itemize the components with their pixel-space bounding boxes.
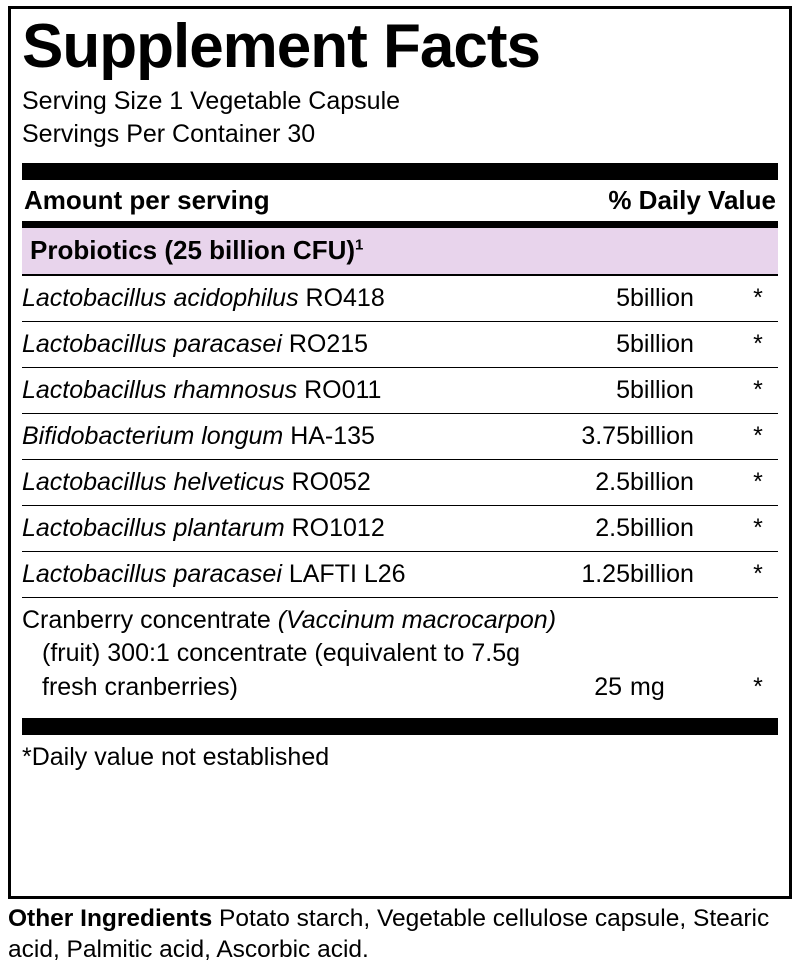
nutrient-amount: 3.75 [538, 414, 630, 460]
nutrient-name-cell [22, 322, 538, 368]
nutrient-unit: billion [630, 460, 738, 506]
nutrient-amount: 5 [538, 368, 630, 414]
probiotics-group-label: Probiotics (25 billion CFU) [30, 235, 356, 266]
nutrient-name-cell [22, 460, 538, 506]
nutrient-daily-value: * [738, 552, 778, 598]
table-row [22, 552, 778, 598]
cranberry-line-3 [22, 671, 778, 704]
nutrient-name-cell [22, 552, 538, 598]
table-row [22, 322, 778, 368]
divider-medium [22, 221, 778, 228]
other-ingredients-label: Other Ingredients [8, 905, 213, 932]
nutrient-name-strain: RO011 [297, 376, 382, 405]
cranberry-unit: mg [630, 672, 665, 701]
nutrient-name-italic: Lactobacillus rhamnosus [22, 376, 298, 405]
divider-thick-bottom [22, 718, 778, 735]
cranberry-line-1 [22, 604, 778, 637]
cranberry-name: Cranberry concentrate [22, 606, 278, 635]
nutrient-unit: billion [630, 506, 738, 552]
panel-content [22, 14, 778, 772]
nutrient-name-strain: LAFTI L26 [281, 560, 406, 589]
nutrient-daily-value: * [738, 414, 778, 460]
nutrient-table-body [22, 276, 778, 598]
nutrient-amount: 2.5 [538, 506, 630, 552]
nutrient-daily-value: * [738, 460, 778, 506]
nutrient-daily-value: * [738, 276, 778, 322]
cranberry-latin-name: (Vaccinum macrocarpon) [277, 606, 557, 635]
nutrient-unit: billion [630, 552, 738, 598]
nutrient-unit: billion [630, 322, 738, 368]
nutrient-name-strain: HA-135 [283, 422, 375, 451]
nutrient-daily-value: * [738, 368, 778, 414]
divider-thick-top [22, 163, 778, 180]
nutrient-unit: billion [630, 368, 738, 414]
nutrient-amount: 1.25 [538, 552, 630, 598]
cranberry-line-1-text [22, 604, 778, 637]
nutrient-unit: billion [630, 414, 738, 460]
nutrient-name-italic: Lactobacillus helveticus [22, 468, 285, 497]
daily-value-header: % Daily Value [608, 185, 776, 216]
nutrient-name-strain: RO215 [281, 330, 369, 359]
other-ingredients-text: Potato starch, Vegetable cellulose capsule, Stearic acid, Palmitic acid, Ascorbic acid. [8, 905, 770, 964]
nutrient-name-cell [22, 414, 538, 460]
nutrient-amount: 2.5 [538, 460, 630, 506]
nutrient-name-italic: Lactobacillus plantarum [22, 514, 285, 543]
cranberry-line-3-text: fresh cranberries) [42, 672, 238, 701]
page-title: Supplement Facts [22, 12, 540, 81]
servings-per-container-line: Servings Per Container 30 [22, 120, 316, 149]
serving-size-line: Serving Size 1 Vegetable Capsule [22, 87, 401, 116]
nutrient-name-strain: RO418 [298, 284, 385, 313]
nutrient-name-cell [22, 506, 538, 552]
table-row [22, 368, 778, 414]
table-row [22, 414, 778, 460]
cranberry-line-2-text: (fruit) 300:1 concentrate (equivalent to 7.5g [42, 639, 521, 668]
nutrient-name-strain: RO052 [284, 468, 371, 497]
daily-value-footnote: *Daily value not established [22, 742, 330, 771]
nutrient-daily-value: * [738, 506, 778, 552]
nutrient-name-cell [22, 368, 538, 414]
amount-per-serving-header: Amount per serving [24, 185, 270, 216]
cranberry-entry [22, 598, 778, 706]
nutrient-amount: 5 [538, 276, 630, 322]
table-row [22, 460, 778, 506]
nutrient-daily-value: * [738, 322, 778, 368]
column-headers [22, 180, 778, 221]
nutrient-table [22, 276, 778, 598]
cranberry-amount: 25 [594, 672, 622, 701]
nutrient-name-italic: Lactobacillus paracasei [22, 560, 282, 589]
nutrient-name-italic: Lactobacillus paracasei [22, 330, 282, 359]
nutrient-name-italic: Bifidobacterium longum [22, 422, 284, 451]
probiotics-group-header [22, 228, 778, 274]
nutrient-name-cell [22, 276, 538, 322]
nutrient-name-strain: RO1012 [284, 514, 385, 543]
cranberry-line-2 [22, 637, 778, 670]
nutrient-unit: billion [630, 276, 738, 322]
cranberry-daily-value: * [753, 672, 763, 701]
table-row [22, 506, 778, 552]
probiotics-footnote-marker: 1 [355, 236, 364, 254]
nutrient-name-italic: Lactobacillus acidophilus [22, 284, 299, 313]
nutrient-amount: 5 [538, 322, 630, 368]
other-ingredients [8, 903, 792, 966]
table-row [22, 276, 778, 322]
